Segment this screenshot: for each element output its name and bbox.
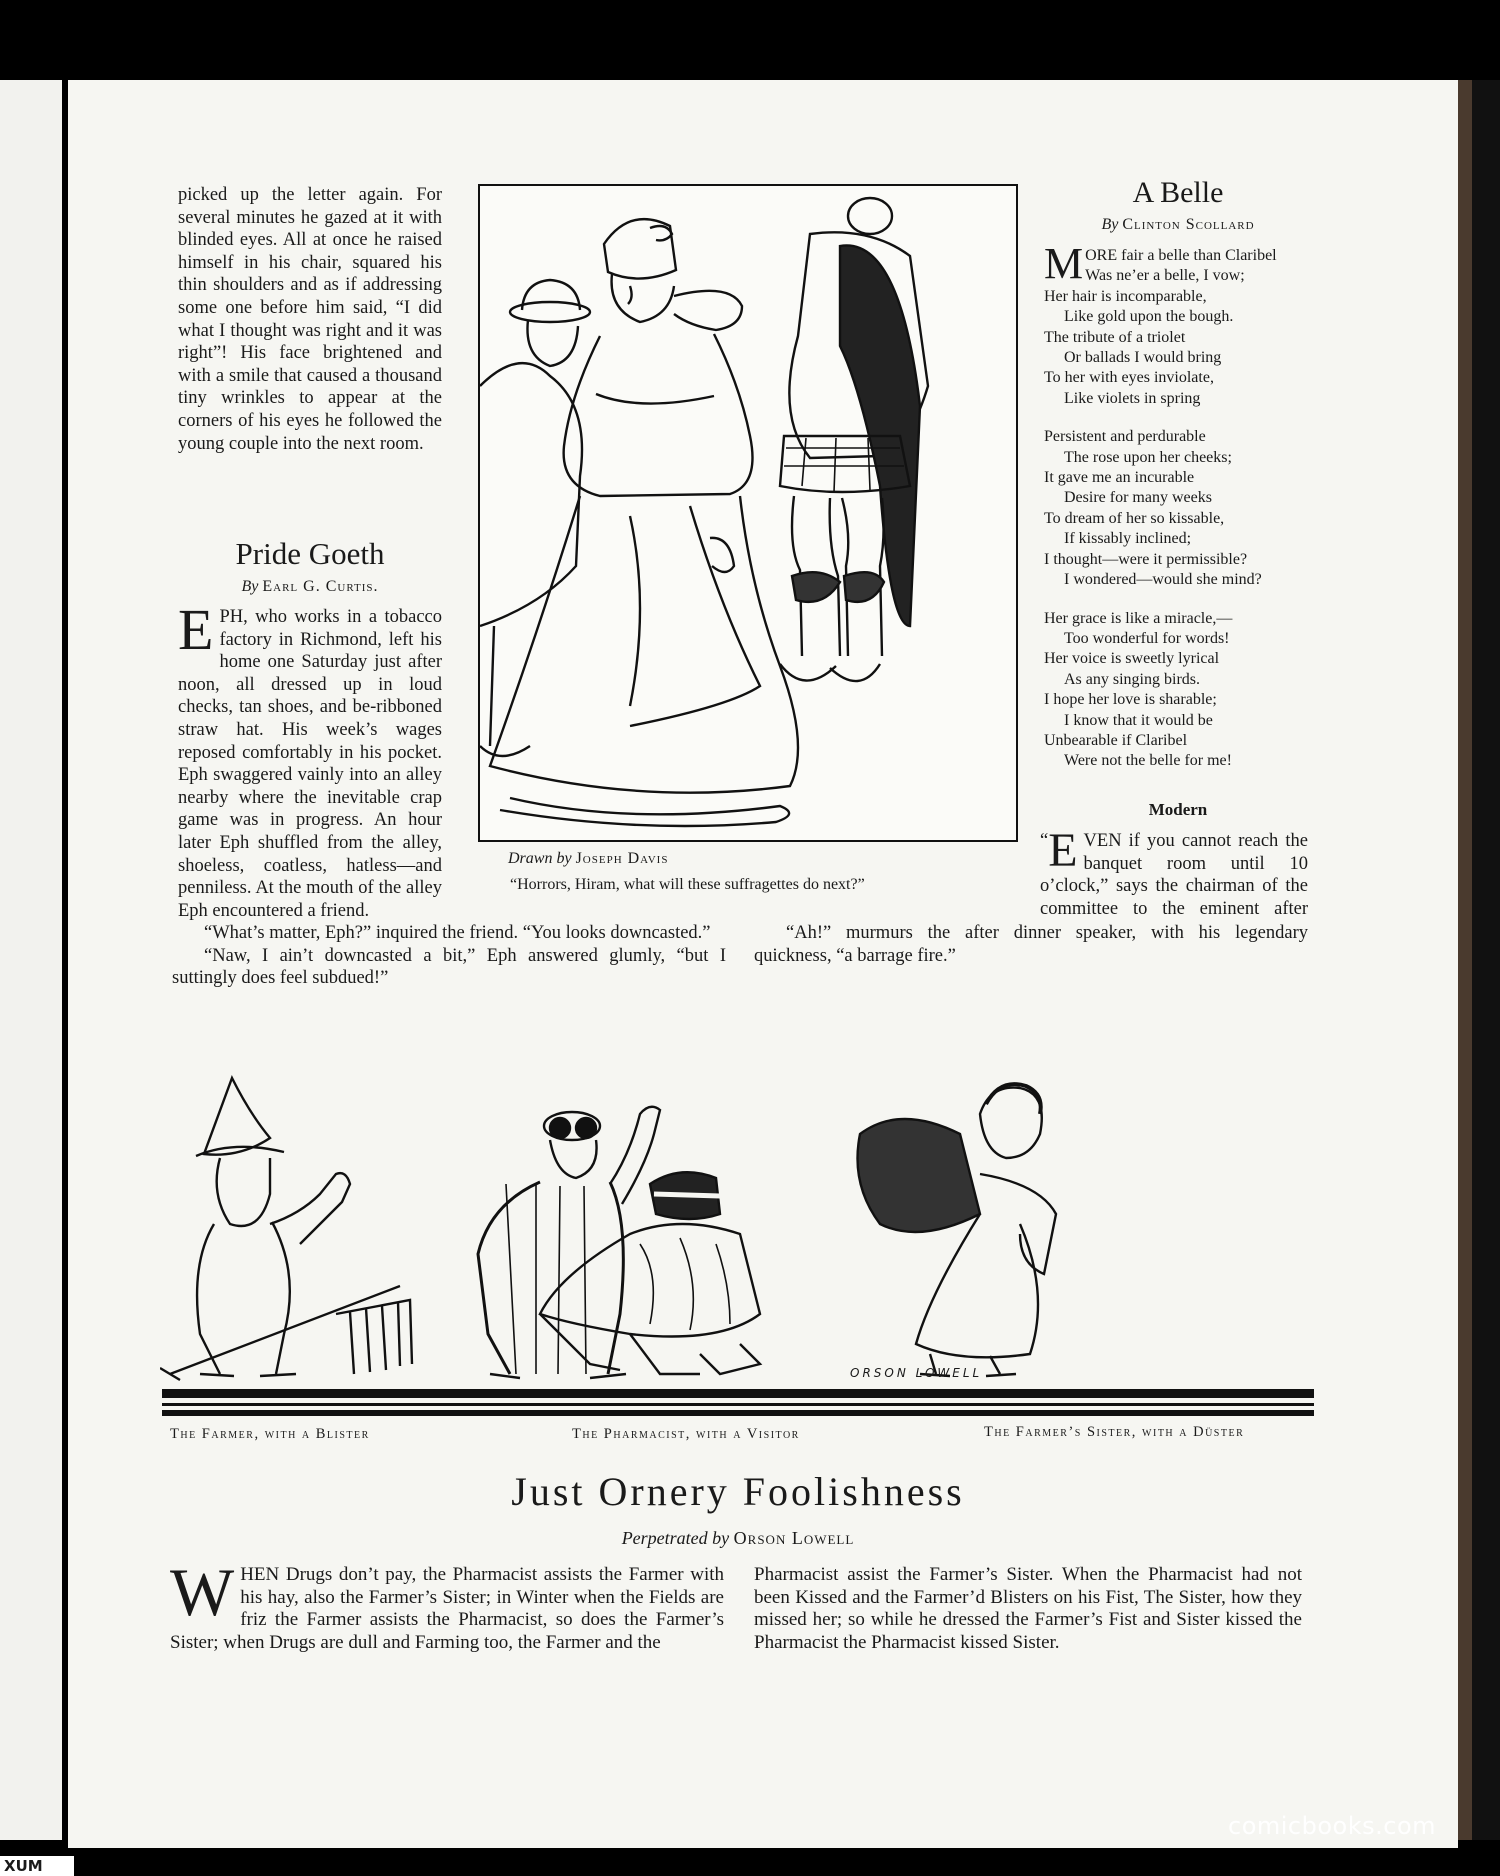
pride-byline: By Earl G. Curtis. [241,578,379,595]
continuation-text: picked up the letter again. For several minutes he gazed at it with blinded eyes. All at once he raised himself in his chair, squared his thin shoulders and as if addressing some one before him said, “I did what I thought was right and it was right”! His face brightened and with a smile that caused a thousand tiny wrinkles to appear at the corners of his eyes he followed the young couple into the next room. [178,185,442,454]
foolish-right-text: Pharmacist assist the Farmer’s Sister. When the Pharmacist had not been Kissed and the Farmer’d Blisters on his Fist, The Sister, how they missed her; so while he dressed the Farmer’s Fist and Sister kissed the Pharmacist the Pharmacist kissed Sister. [754,1564,1302,1653]
foolish-dropcap: W [170,1554,235,1630]
stanza-1: MORE fair a belle than Claribel Was ne’er a belle, I vow; Her hair is incomparable, Like gold upon the bough. The tribute of a triolet Or ballads I would bring To her with eyes inviolate, Like violets in spring [1044,239,1277,407]
pride-text-wide [172,922,726,990]
pride-text-narrow [178,606,442,924]
label-pharmacist: The Pharmacist, with a Visitor [572,1426,800,1442]
modern-dropcap: E [1048,830,1078,877]
foolish-byline: Perpetrated by Orson Lowell [621,1528,855,1548]
story-continuation [178,184,442,455]
label-sister: The Farmer’s Sister, with a Düster [984,1424,1245,1440]
illustration-credit: Drawn by Joseph Davis [508,850,669,867]
foolish-title: Just Ornery Foolishness [511,1469,965,1514]
farmer-hat [204,1078,270,1155]
stanza-3: Her grace is like a miracle,— Too wonderful for words! Her voice is sweetly lyrical As any singing birds. I hope her love is sharable; I know that it would be Unbearable if Claribel Were not the belle for me! [1044,609,1233,770]
belle-title: A Belle [1132,176,1224,209]
foolish-left-text: HEN Drugs don’t pay, the Pharmacist assists the Farmer with his hay, also the Farmer’s Sister; in Winter when the Fields are friz the Farmer assists the Pharmacist, so does the Farmer’s Sister; when Drugs are dull and Farming too, the Farmer and the [170,1564,724,1653]
modern-title: Modern [1148,800,1208,819]
modern-text-narrow: “ E VEN if you cannot reach the banquet room until 10 o’clock,” says the chairman of the committee to the eminent after [1040,830,1308,922]
foolish-left [170,1554,724,1654]
pride-paragraph-2: “What’s matter, Eph?” inquired the friend. “You looks downcasted.” [204,923,711,943]
orson-lowell-cartoon [160,1074,1320,1388]
foolish-right [754,1564,1302,1654]
right-page-edge [1458,80,1472,1840]
stanza-2: Persistent and perdurable The rose upon her cheeks; It gave me an incurable Desire for many weeks To dream of her so kissable, If kissably inclined; I thought—were it permissible? I wondered—would she mind? [1044,428,1262,589]
pride-paragraph-1: PH, who works in a tobacco factory in Richmond, left his home one Saturday just after noon, all dressed up in loud checks, tan shoes, and be-ribboned straw hat. His week’s wages reposed comfortably in his pocket. Eph swaggered vainly into an alley nearby where the inevitable crap game was in progress. An hour later Eph shuffled from the alley, shoeless, coatless, hatless—and penniless. At the mouth of the alley Eph encountered a friend. [178,607,442,921]
pride-paragraph-3: “Naw, I ain’t downcasted a bit,” Eph answered glumly, “but I suttingly does feel subdued!” [172,945,726,989]
illustration-caption: “Horrors, Hiram, what will these suffragettes do next?” [510,876,865,893]
pride-dropcap: E [178,606,214,662]
belle-poem [1044,239,1324,790]
left-page-edge [0,80,62,1840]
thin-rule [162,1403,1314,1406]
suffragette-drawing [480,186,1016,840]
site-watermark: comicbooks.com [1228,1812,1437,1840]
modern-text-wide [754,922,1308,967]
belle-byline: By Clinton Scollard [1101,216,1255,233]
corner-tag: XUM [0,1856,74,1876]
heavy-rule [162,1389,1314,1398]
label-farmer: The Farmer, with a Blister [170,1426,370,1442]
cartoon-signature: ORSON LOWELL [850,1366,983,1380]
modern-paragraph-1: VEN if you cannot reach the banquet room until 10 o’clock,” says the chairman of the committee to the eminent after [1040,831,1308,919]
right-binding [1472,80,1500,1840]
pride-title: Pride Goeth [235,536,385,571]
belle-dropcap: M [1044,239,1084,288]
base-rule [162,1410,1314,1416]
modern-paragraph-2: “Ah!” murmurs the after dinner speaker, with his legendary quickness, “a barrage fire.” [754,923,1308,966]
cartoon-strip [160,1074,1320,1388]
suffragette-illustration [478,184,1018,842]
